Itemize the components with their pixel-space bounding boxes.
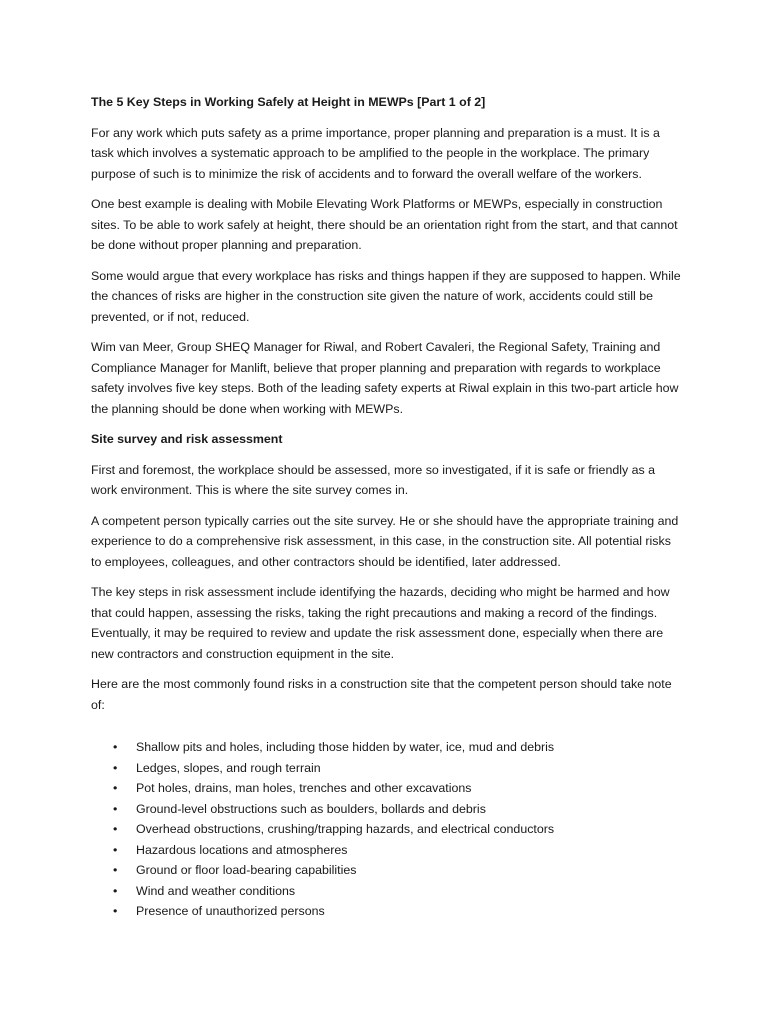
list-item	[91, 819, 681, 840]
bullet-icon: •	[113, 801, 118, 816]
paragraph: Wim van Meer, Group SHEQ Manager for Riwal, and Robert Cavaleri, the Regional Safety, Training and Compliance Manager for Manlift, believe that proper planning and preparation with regards to workplace safety involves five key steps. Both of the leading safety experts at Riwal explain in this two-part article how the planning should be done when working with MEWPs.	[91, 340, 679, 416]
paragraph: A competent person typically carries out the site survey. He or she should have the appropriate training and experience to do a comprehensive risk assessment, in this case, in the construction site. All potential risks to employees, colleagues, and other contractors should be identified, later addressed.	[91, 513, 679, 569]
list-item-text: Overhead obstructions, crushing/trapping hazards, and electrical conductors	[136, 822, 555, 836]
bullet-icon: •	[113, 740, 118, 754]
paragraph: First and foremost, the workplace should be assessed, more so investigated, if it is safe or friendly as a work environment. This is where the site survey comes in.	[91, 462, 656, 497]
paragraph: Some would argue that every workplace has risks and things happen if they are supposed to happen. While the chances of risks are higher in the construction site given the nature of work, accidents could still be prevented, or if not, reduced.	[91, 268, 681, 324]
paragraph: One best example is dealing with Mobile Elevating Work Platforms or MEWPs, especially in construction sites. To be able to work safely at height, there should be an orientation right from the start, and that cannot be done without proper planning and preparation.	[91, 197, 678, 252]
list-item	[91, 901, 681, 922]
list-item	[91, 758, 681, 779]
bullet-icon: •	[113, 904, 118, 918]
bullet-icon: •	[113, 760, 118, 775]
bullet-icon: •	[113, 883, 118, 898]
paragraph: The key steps in risk assessment include identifying the hazards, deciding who might be harmed and how that could happen, assessing the risks, taking the right precautions and making a record of the findings. Eventually, it may be required to review and update the risk assessment done, especially when there are new contractors and construction equipment in the site.	[91, 585, 670, 661]
list-item-text: Wind and weather conditions	[136, 883, 296, 898]
list-item-text: Presence of unauthorized persons	[136, 904, 325, 918]
document-title: The 5 Key Steps in Working Safely at Height in MEWPs [Part 1 of 2]	[91, 95, 486, 109]
list-item	[91, 881, 681, 902]
section-heading: Site survey and risk assessment	[91, 432, 283, 446]
bullet-icon: •	[113, 781, 118, 795]
paragraph: Here are the most commonly found risks in a construction site that the competent person should take note of:	[91, 677, 672, 712]
list-item-text: Shallow pits and holes, including those hidden by water, ice, mud and debris	[136, 740, 555, 754]
list-item-text: Ground-level obstructions such as boulders, bollards and debris	[136, 801, 486, 816]
list-item	[91, 778, 681, 799]
list-item-text: Ledges, slopes, and rough terrain	[136, 760, 321, 775]
risk-list	[91, 737, 681, 922]
list-item-text: Pot holes, drains, man holes, trenches and other excavations	[136, 781, 472, 795]
list-item	[91, 799, 681, 820]
list-item	[91, 737, 681, 758]
paragraph: For any work which puts safety as a prime importance, proper planning and preparation is a must. It is a task which involves a systematic approach to be amplified to the people in the workplace. The primary purpose of such is to minimize the risk of accidents and to forward the overall welfare of the workers.	[91, 125, 660, 181]
list-item-text: Hazardous locations and atmospheres	[136, 842, 348, 857]
list-item-text: Ground or floor load-bearing capabilities	[136, 863, 357, 877]
bullet-icon: •	[113, 863, 118, 877]
list-item	[91, 840, 681, 861]
bullet-icon: •	[113, 822, 118, 836]
document-page	[91, 92, 681, 922]
bullet-icon: •	[113, 842, 118, 857]
list-item	[91, 860, 681, 881]
